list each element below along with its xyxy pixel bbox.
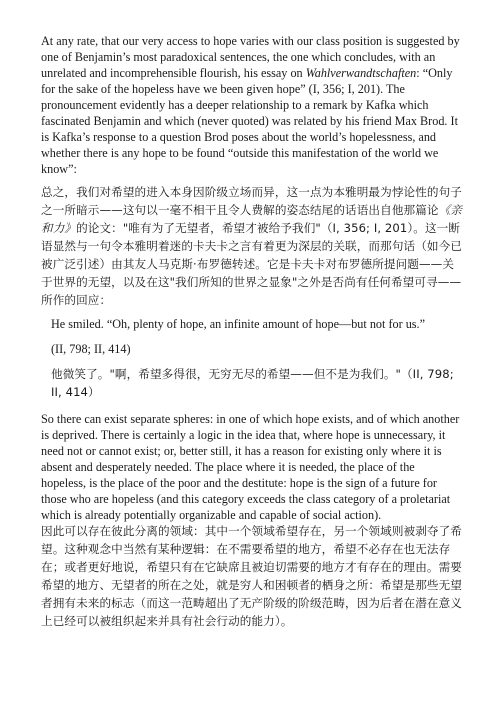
paragraph-1-chinese	[41, 183, 462, 308]
p2-text-a: 总之，我们对希望的进入本身因阶级立场而异，这一点为本雅明最为悖论性的句子之一所暗示——这句以一毫不相干且令人费解的姿态结尾的话语出自他那篇论	[41, 185, 462, 217]
p2-text-b: 的论文："唯有为了无望者，希望才被给予我们"（I, 356; I, 201）。这一断语显然与一句令本雅明着迷的卡夫卡之言有着更为深层的关联，而那句话（如今已被广泛引述）由其友人马克斯·布罗德转述。它是卡夫卡对布罗德所提问题——关于世界的无望，以及在这"我们所知的世界之显象"之外是否尚有任何希望可寻——所作的回应：	[41, 221, 462, 307]
p1-text-b: : “Only for the sake of the hopeless have we been given hope” (I, 356; I, 201). The pronouncement evidently has a deeper relationship to a remark by Kafka which fascinated Benjamin and which (never quoted) was related by his friend Max Brod. It is Kafka’s response to a question Brod poses about the world’s hopelessness, and whether there is any hope to be found “outside this manifestation of the world we know”:	[41, 66, 458, 176]
quote-english-reference: (II, 798; II, 414)	[51, 342, 131, 356]
paragraph-2-chinese: 因此可以存在彼此分离的领域：其中一个领域希望存在，另一个领域则被剥夺了希望。这种观念中当然有某种逻辑：在不需要希望的地方，希望不必存在也无法存在；或者更好地说，希望只有在它缺席且被迫切需要的地方才有存在的理由。需要希望的地方、无望者的所在之处，就是穷人和困顿者的栖身之所：希望是那些无望者拥有未来的标志（而这一范畴超出了无产阶级的阶级范畴，因为后者在潜在意义上已经可以被组织起来并具有社会行动的能力）。	[41, 524, 462, 628]
quote-chinese: 他微笑了。"啊，希望多得很，无穷无尽的希望——但不是为我们。"（II, 798; II, 414）	[51, 367, 454, 399]
p2-italic-title: 《亲和力》	[41, 203, 462, 235]
p1-text-a: At any rate, that our very access to hope varies with our class position is suggested by one of Benjamin’s most paradoxical sentences, the one which concludes, with an unrelated and incomprehensible flourish, his essay on	[41, 34, 460, 80]
paragraph-1-english	[41, 33, 462, 176]
paragraph-2-english: So there can exist separate spheres: in one of which hope exists, and of which another is deprived. There is certainly a logic in the idea that, where hope is unnecessary, it need not or cannot exist; or, better still, it has a reason for existing only where it is absent and desperately needed. The place where it is needed, the place of the hopeless, is the place of the poor and the destitute: hope is the sign of a future for those who are hopeless (and this category exceeds the class category of a proletariat which is already potentially organizable and capable of social action).	[41, 412, 460, 522]
p1-italic-title: Wahlverwandtschaften	[305, 66, 417, 80]
quote-english: He smiled. “Oh, plenty of hope, an infinite amount of hope—but not for us.”	[51, 317, 426, 331]
